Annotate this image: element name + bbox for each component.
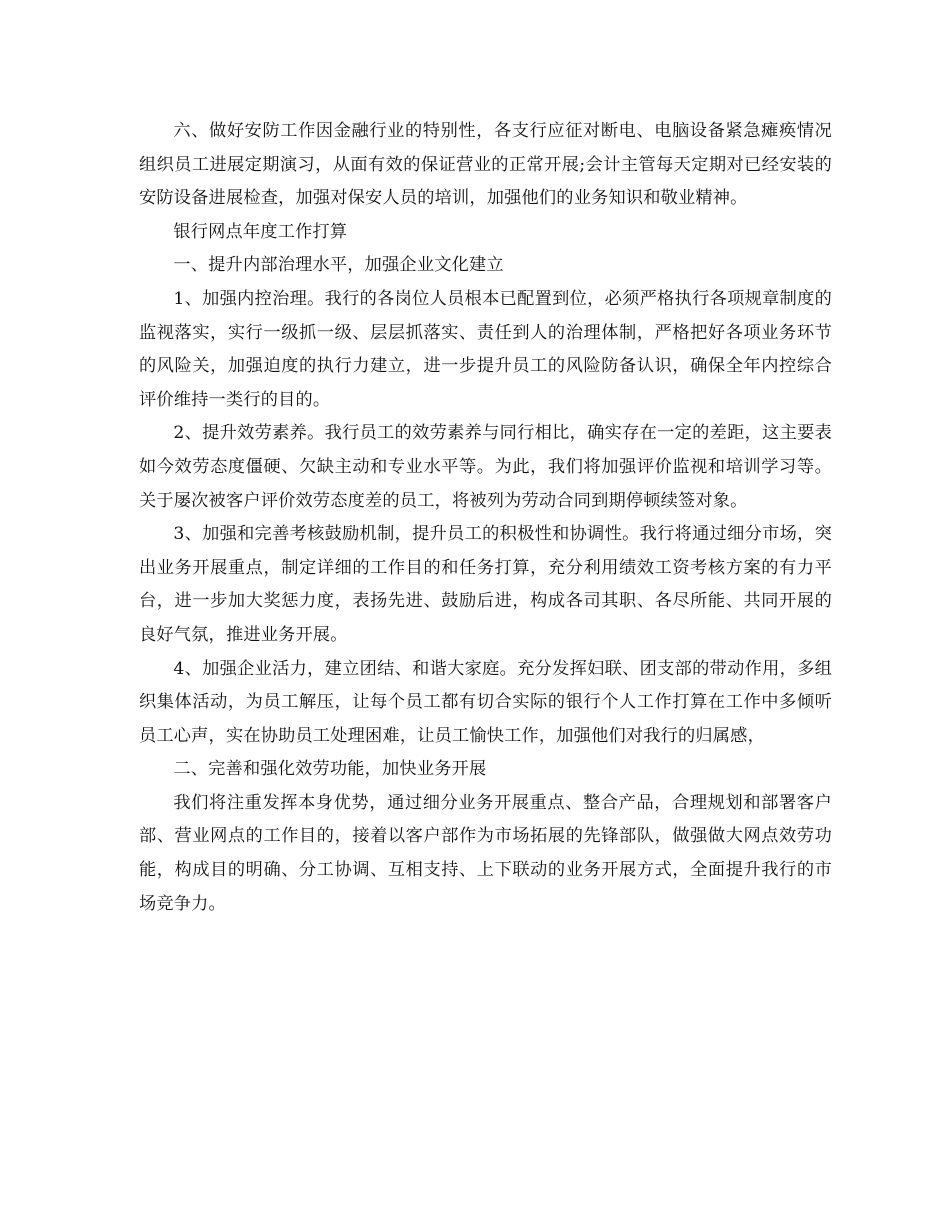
heading-internal-governance: 一、提升内部治理水平，加强企业文化建立 <box>173 255 504 276</box>
paragraph-incentive-mechanism: 3、加强和完善考核鼓励机制，提升员工的积极性和协调性。我行将通过细分市场，突出业务开展重点，制定详细的工作目的和任务打算，充分利用绩效工资考核方案的有力平台，进一步加大奖惩力度，表扬先进、鼓励后进，构成各司其职、各尽所能、共同开展的良好气氛，推进业务开展。 <box>139 524 832 645</box>
paragraph-internal-control: 1、加强内控治理。我行的各岗位人员根本已配置到位，必须严格执行各项规章制度的监视落实，实行一级抓一级、层层抓落实、责任到人的治理体制，严格把好各项业务环节的风险关，加强迫度的执行力建立，进一步提升员工的风险防备认识，确保全年内控综合评价维持一类行的目的。 <box>139 288 832 410</box>
paragraph-market-competitiveness: 我们将注重发挥本身优势，通过细分业务开展重点、整合产品，合理规划和部署客户部、营业网点的工作目的，接着以客户部作为市场拓展的先锋部队，做强做大网点效劳功能，构成目的明确、分工协调、互相支持、上下联动的业务开展方式，全面提升我行的市场竞争力。 <box>139 792 832 914</box>
paragraph-service-quality: 2、提升效劳素养。我行员工的效劳素养与同行相比，确实存在一定的差距，这主要表如今效劳态度僵硬、欠缺主动和专业水平等。为此，我们将加强评价监视和培训学习等。关于屡次被客户评价效劳态度差的员工，将被列为劳动合同到期停顿续签对象。 <box>139 423 832 511</box>
paragraph-security: 六、做好安防工作因金融行业的特别性，各支行应征对断电、电脑设备紧急瘫痪情况组织员工进展定期演习，从面有效的保证营业的正常开展;会计主管每天定期对已经安装的安防设备进展检查，加强对保安人员的培训，加强他们的业务知识和敬业精神。 <box>139 121 832 209</box>
document-body <box>139 115 832 921</box>
section-title-annual-plan: 银行网点年度工作打算 <box>173 221 348 242</box>
heading-service-functions: 二、完善和强化效劳功能，加快业务开展 <box>173 759 487 780</box>
paragraph-corporate-vitality: 4、加强企业活力，建立团结、和谐大家庭。充分发挥妇联、团支部的带动作用，多组织集体活动，为员工解压，让每个员工都有切合实际的银行个人工作打算在工作中多倾听员工心声，实在协助员工处理困难，让员工愉快工作，加强他们对我行的归属感， <box>139 658 832 746</box>
